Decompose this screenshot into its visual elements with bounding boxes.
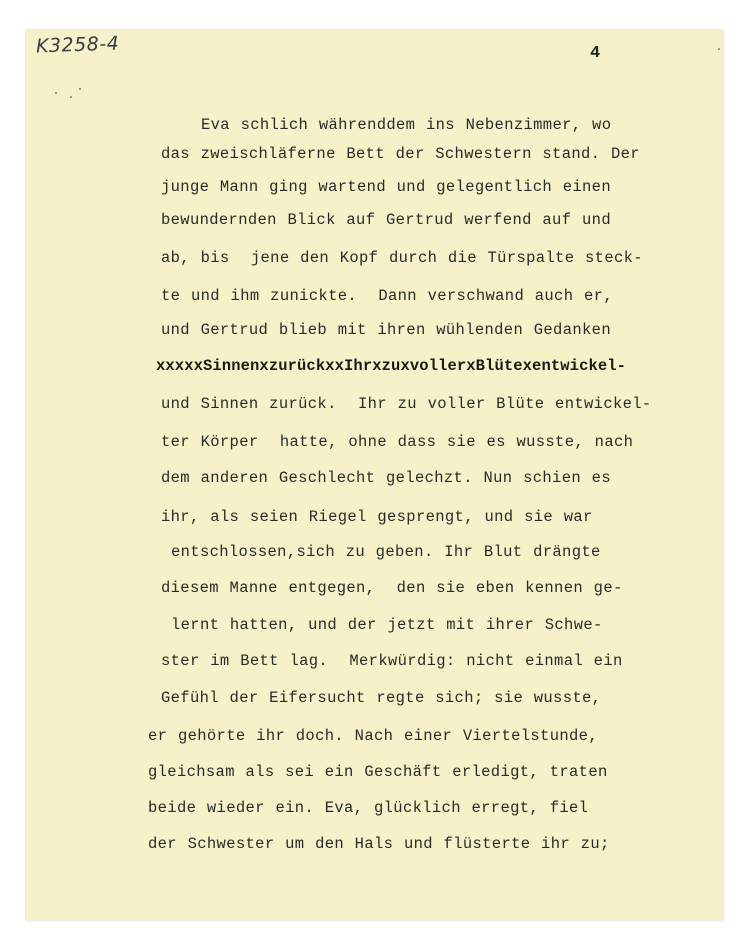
text-line: te und ihm zunickte. Dann verschwand auch er, — [161, 287, 613, 305]
text-line: und Gertrud blieb mit ihren wühlenden Gedanken — [161, 321, 611, 339]
text-line: das zweischläferne Bett der Schwestern stand. Der — [161, 145, 640, 163]
text-line: junge Mann ging wartend und gelegentlich einen — [161, 178, 611, 196]
text-line: Eva schlich währenddem ins Nebenzimmer, wo — [201, 116, 612, 134]
text-line: der Schwester um den Hals und flüsterte ihr zu; — [148, 835, 610, 853]
text-line: ihr, als seien Riegel gesprengt, und sie war — [161, 508, 593, 526]
text-line: er gehörte ihr doch. Nach einer Viertelstunde, — [148, 727, 598, 745]
archive-mark: K3258-4 — [35, 32, 120, 58]
text-line: Gefühl der Eifersucht regte sich; sie wusste, — [161, 689, 602, 707]
text-line: entschlossen,sich zu geben. Ihr Blut drängte — [171, 543, 601, 561]
text-line: ter Körper hatte, ohne dass sie es wusste, nach — [161, 433, 634, 451]
text-line: bewundernden Blick auf Gertrud werfend auf und — [161, 211, 611, 229]
text-line: gleichsam als sei ein Geschäft erledigt, traten — [148, 763, 608, 781]
text-line: beide wieder ein. Eva, glücklich erregt, fiel — [148, 799, 589, 817]
struck-through-line: xxxxxSinnenxzurückxxIhrxzuxvollerxBlütexentwickel- — [156, 357, 627, 375]
text-line: und Sinnen zurück. Ihr zu voller Blüte entwickel- — [161, 395, 652, 413]
text-line: lernt hatten, und der jetzt mit ihrer Schwe- — [171, 616, 603, 634]
text-line: diesem Manne entgegen, den sie eben kennen ge- — [161, 579, 623, 597]
text-line: dem anderen Geschlecht gelechzt. Nun schien es — [161, 469, 611, 487]
page-number: 4 — [590, 44, 601, 63]
text-line: ster im Bett lag. Merkwürdig: nicht einmal ein — [161, 652, 623, 670]
text-line: ab, bis jene den Kopf durch die Türspalte steck- — [161, 249, 643, 267]
